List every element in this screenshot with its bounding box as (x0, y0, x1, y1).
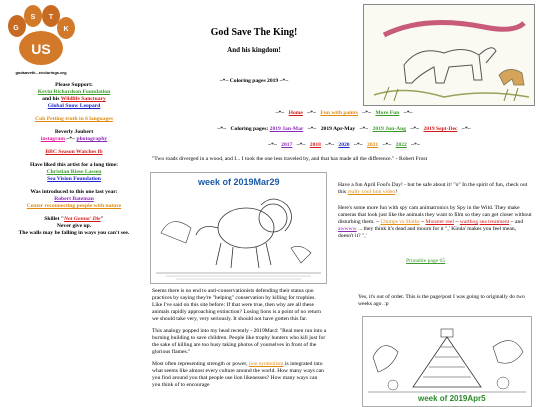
bbc-season-watches-link[interactable]: BBC Season Watches fb (45, 149, 103, 155)
paw-print-logo[interactable] (3, 4, 79, 76)
lion-symbolism-link[interactable]: lion symbolism (248, 361, 284, 367)
please-support-label: Please Support: (55, 82, 93, 88)
monster-reel-link[interactable]: Monster reel (425, 219, 454, 225)
liked-artist-label: Have liked this artist for a long time: (30, 162, 118, 168)
week-label-mar29: week of 2019Mar29 (198, 177, 280, 187)
page-subtitle: And his kingdom! (227, 46, 281, 54)
nav-more-fun-link[interactable]: More Fun (375, 110, 400, 116)
nav-2017-link[interactable]: 2017 (281, 142, 293, 148)
article-paragraph: Most often representing strength or power, lion symbolism is integrated into what seems like almost every culture around the world. How many ways can you find around you that people use lion likenesses? How many ways can you think of to encourage (152, 361, 324, 388)
awwww-link[interactable]: awwww (338, 226, 357, 232)
nav-2022-link[interactable]: 2022 (395, 142, 407, 148)
article-paragraph: Seems there is no end to anti-conservationists defending their status quo practices by saying they're "helping" conservation by killing for trophies. Like I've said on this site before: If that were true, then why are all these animals rapidly approaching extinction? Losing lions is a point of no return we should take very, very seriously. It should not have gotten this far. (152, 288, 321, 322)
frost-quote: "Two roads diverged in a wood, and I... I took the one less traveled by, and that has made all the difference." - Robert Frost (152, 156, 428, 162)
nav-2018-link[interactable]: 2018 (309, 142, 321, 148)
not-gonna-die-link[interactable]: Not Gonna' Die (63, 216, 101, 222)
svg-text:T: T (48, 14, 54, 21)
april-fools-paragraph: Have a fun April Fool's Day! - but be safe about it! "o" In the spirit of fun, check out this really cool lion video! (338, 182, 528, 195)
nav-2019-jan-mar-link[interactable]: 2019 Jan-Mar (269, 126, 304, 132)
article-paragraph: This analogy popped into my head recently - 2019Mar4: "Real men run into a burning building to save children. People like trophy hunters who kill just for the sake of killing are too busy taking photos of yourselves in front of the glorious flames." (152, 328, 327, 355)
lion-video-link[interactable]: really cool lion video (347, 189, 396, 195)
svg-text:US: US (31, 41, 51, 57)
nav-2019-jun-aug-link[interactable]: 2019 Jun-Aug (372, 126, 407, 132)
hero-horse-illustration (363, 4, 535, 106)
logo-caption: godsaveth...ecolorings.org (15, 70, 67, 75)
cub-petting-link[interactable]: Cub Petting truth in 6 languages (35, 116, 113, 122)
coloring-pages-heading: ~*~ Coloring pages 2019 ~*~ (219, 78, 289, 84)
warthog-link[interactable]: warthog (459, 219, 479, 225)
chimps-vs-sloths-link[interactable]: Chimps vs Sloths (380, 219, 420, 225)
introduced-label: Was introduced to this one last year: (30, 189, 118, 195)
lion-conservation-article (152, 288, 327, 394)
bateman-link[interactable]: Robert Bateman (54, 196, 94, 202)
printable-page-65-link[interactable]: Printable page 65 (406, 258, 446, 264)
svg-text:G: G (13, 25, 19, 32)
artist-name: Beverly Joubert (54, 129, 94, 135)
global-snow-leopard-link[interactable]: Global Snow Leopard (47, 103, 101, 109)
and-his-text: and his (42, 96, 60, 102)
nav-2021-link[interactable]: 2021 (367, 142, 379, 148)
svg-text:K: K (63, 26, 69, 33)
nav-2019-sept-dec-link[interactable]: 2019 Sept-Dec (423, 126, 458, 132)
nav-row-coloring-2019: ~*~ Coloring pages: 2019 Jan-Mar ~*~ 2019 Apr-May ~*~ 2019 Jun-Aug ~*~ 2019 Sept-Dec ~*~ (217, 126, 471, 132)
lassen-link[interactable]: Christian Riese Lassen (46, 169, 102, 175)
separator: ~*~ (66, 136, 76, 142)
support-block (0, 82, 148, 243)
svg-text:S: S (30, 14, 36, 21)
sea-vision-link[interactable]: Sea Vision Foundation (47, 176, 101, 182)
photography-link[interactable]: photography (76, 136, 108, 142)
nav-row-years: ~*~ 2017 ~*~ 2018 ~*~ 2020 ~*~ 2021 ~*~ 2022 ~*~ (268, 142, 420, 148)
instagram-link[interactable]: instagram (40, 136, 66, 142)
sea-treatment-link[interactable]: sea treatment (479, 219, 510, 225)
out-of-order-note: Yes, it's out of order. This is the page/post I was going to originally do two weeks ago. :p (358, 294, 525, 307)
reconnecting-link[interactable]: Center reconnecting people with nature (26, 203, 122, 209)
week-label-apr5: week of 2019Apr5 (418, 394, 486, 403)
nav-2020-link[interactable]: 2020 (338, 142, 350, 148)
spy-cam-paragraph: Here's some more fun with spy cam animatronics by Spy in the Wild. They make cameras that look just like the animals they want to film so they can get closer without disturbing them. ~ Chimps vs Sloths ~ Monster reel ~ warthog sea treatment ~ and awwww ... they think it's dead and mourn for it ",' Kinda' makes you feel mean, doesn't it? ",' (338, 205, 532, 239)
nav-fun-with-paints-link[interactable]: Fun with paints (320, 110, 358, 116)
wildlife-sanctuary-link[interactable]: Wildlife Sanctuary (60, 96, 106, 102)
coloring-pages-prefix: Coloring pages: (230, 126, 269, 132)
nav-2019-apr-may-current: 2019 Apr-May (320, 126, 356, 132)
walls-text: The walls may be falling in ways you can't see. (18, 230, 130, 236)
skillet-suffix: " (100, 216, 104, 222)
kevin-richardson-link[interactable]: Kevin Richardson Foundation (37, 89, 111, 95)
nav-row-main: ~*~ Home ~*~ Fun with paints ~*~ More Fun ~*~ (275, 110, 413, 116)
skillet-prefix: Skillet " (44, 216, 64, 222)
never-give-up-text: Never give up. (56, 223, 92, 229)
nav-home-link[interactable]: Home (288, 110, 303, 116)
coloring-page-lion-image[interactable] (150, 172, 327, 284)
page-title: God Save The King! (210, 27, 298, 38)
